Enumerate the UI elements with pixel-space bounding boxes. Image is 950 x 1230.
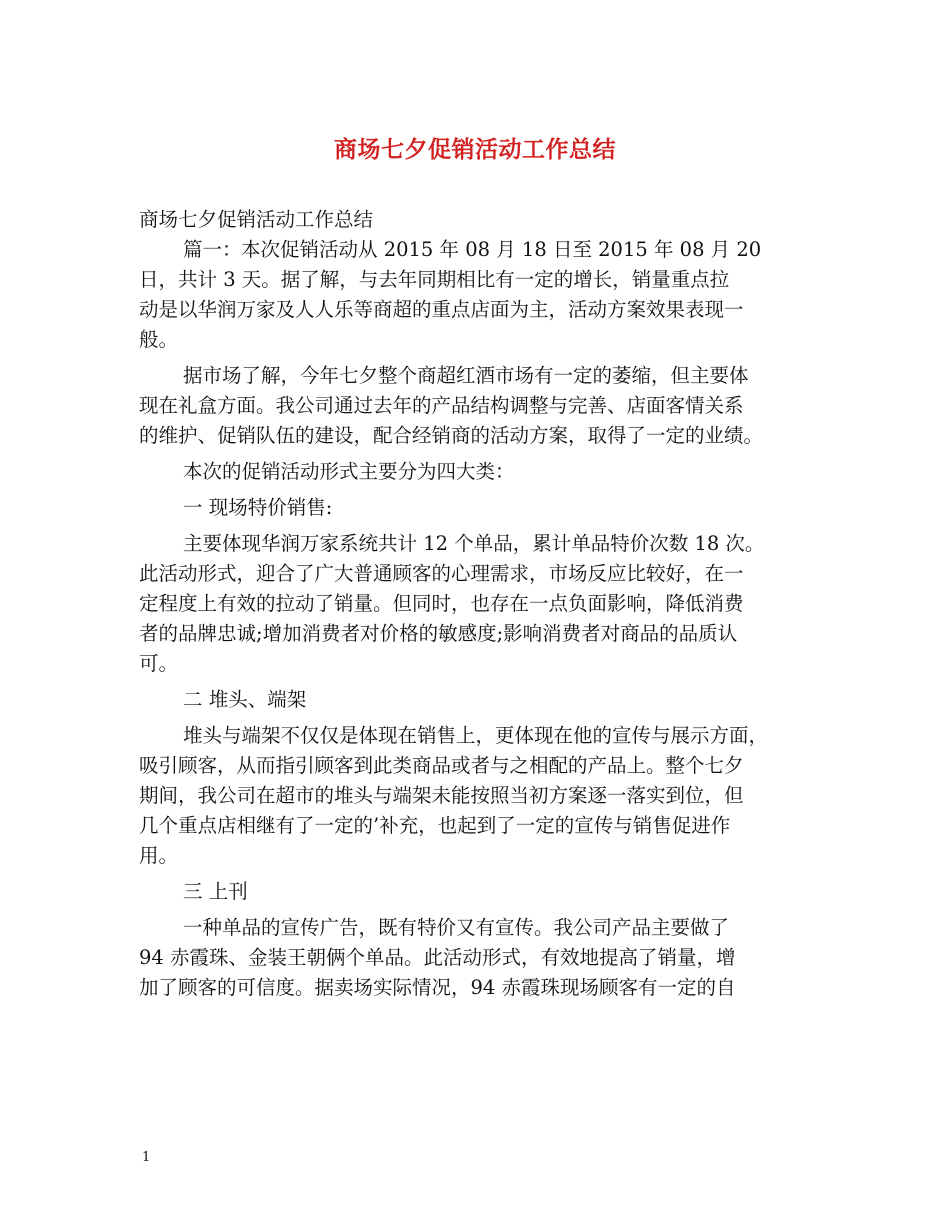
body-line: 动是以华润万家及人人乐等商超的重点店面为主，活动方案效果表现一 <box>139 298 744 321</box>
document-title: 商场七夕促销活动工作总结 <box>334 136 616 163</box>
section-heading: 一 现场特价销售: <box>183 496 333 519</box>
body-line: 吸引顾客，从而指引顾客到此类商品或者与之相配的产品上。整个七夕 <box>139 754 744 777</box>
body-line: 日，共计 3 天。据了解，与去年同期相比有一定的增长，销量重点拉 <box>139 268 730 291</box>
body-line: 94 赤霞珠、金装王朝俩个单品。此活动形式，有效地提高了销量，增 <box>139 946 736 969</box>
body-line: 加了顾客的可信度。据卖场实际情况，94 赤霞珠现场顾客有一定的自 <box>139 976 736 999</box>
section-heading: 二 堆头、端架 <box>183 688 307 711</box>
body-line: 几个重点店相继有了一定的’补充，也起到了一定的宣传与销售促进作 <box>139 814 731 837</box>
body-line: 本次的促销活动形式主要分为四大类： <box>183 460 515 483</box>
document-body <box>139 205 815 1003</box>
page-number: 1 <box>142 1150 151 1165</box>
body-line: 主要体现华润万家系统共计 12 个单品，累计单品特价次数 18 次。 <box>183 532 765 555</box>
body-line-first <box>139 235 815 265</box>
body-line: 期间，我公司在超市的堆头与端架未能按照当初方案逐一落实到位，但 <box>139 784 744 807</box>
body-line: 定程度上有效的拉动了销量。但同时，也存在一点负面影响，降低消费 <box>139 592 744 615</box>
section-heading: 三 上刊 <box>183 880 248 903</box>
body-line: 可。 <box>139 652 179 675</box>
body-line: 者的品牌忠诚;增加消费者对价格的敏感度;影响消费者对商品的品质认 <box>139 622 738 645</box>
body-line-text: 本次促销活动从 2015 年 08 月 18 日至 2015 年 08 月 20 <box>241 238 762 261</box>
body-line: 堆头与端架不仅仅是体现在销售上，更体现在他的宣传与展示方面， <box>183 724 769 747</box>
section-label: 篇一： <box>183 238 242 261</box>
body-line: 此活动形式，迎合了广大普通顾客的心理需求，市场反应比较好，在一 <box>139 562 744 585</box>
body-line: 般。 <box>139 328 179 351</box>
body-line: 一种单品的宣传广告，既有特价又有宣传。我公司产品主要做了 <box>183 916 730 939</box>
body-line: 现在礼盒方面。我公司通过去年的产品结构调整与完善、店面客情关系 <box>139 394 744 417</box>
body-line-subtitle: 商场七夕促销活动工作总结 <box>139 208 374 231</box>
body-line: 用。 <box>139 844 179 867</box>
body-line: 的维护、促销队伍的建设，配合经销商的活动方案，取得了一定的业绩。 <box>139 424 764 447</box>
body-line: 据市场了解，今年七夕整个商超红酒市场有一定的萎缩，但主要体 <box>183 364 749 387</box>
